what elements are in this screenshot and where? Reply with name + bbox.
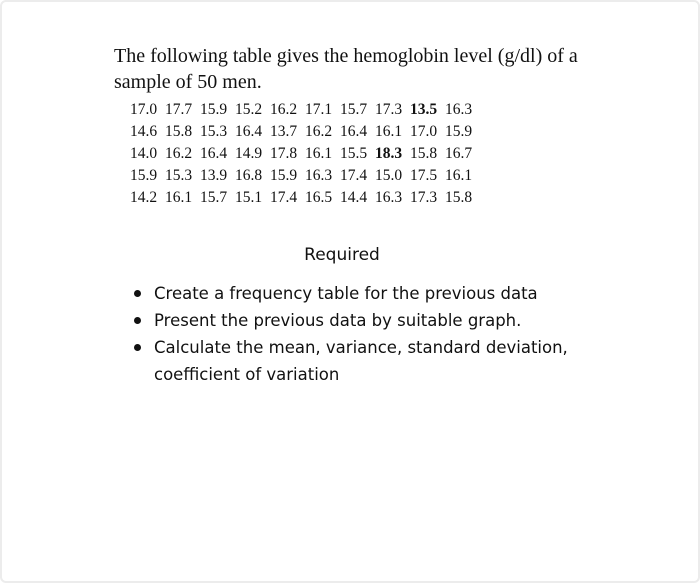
data-cell: 16.5 — [305, 189, 333, 206]
intro-paragraph: The following table gives the hemoglobin level (g/dl) of a sample of 50 men. — [114, 45, 578, 93]
data-cell: 17.0 — [130, 101, 158, 118]
data-cell: 13.5 — [410, 101, 438, 118]
data-cell: 13.9 — [200, 167, 228, 184]
task-list — [134, 280, 614, 388]
data-cell: 14.9 — [235, 145, 263, 162]
task-text: Calculate the mean, variance, standard deviation, coefficient of variation — [154, 338, 568, 384]
data-cell: 15.0 — [375, 167, 403, 184]
task-text: Present the previous data by suitable graph. — [154, 311, 522, 330]
data-row — [130, 99, 480, 121]
data-cell: 17.5 — [410, 167, 438, 184]
data-cell: 17.7 — [165, 101, 193, 118]
hemoglobin-data-table — [130, 99, 480, 209]
task-item — [134, 307, 614, 334]
data-cell: 17.4 — [340, 167, 368, 184]
bullet-icon — [134, 344, 141, 351]
data-cell: 16.2 — [305, 123, 333, 140]
data-cell: 17.3 — [375, 101, 403, 118]
data-cell: 17.0 — [410, 123, 438, 140]
data-cell: 16.3 — [375, 189, 403, 206]
data-cell: 13.7 — [270, 123, 298, 140]
data-cell: 16.8 — [235, 167, 263, 184]
data-row — [130, 165, 480, 187]
data-cell: 15.8 — [165, 123, 193, 140]
data-cell: 16.2 — [165, 145, 193, 162]
data-cell: 16.2 — [270, 101, 298, 118]
data-row — [130, 143, 480, 165]
data-cell: 16.1 — [445, 167, 473, 184]
data-cell: 15.9 — [130, 167, 158, 184]
task-text: Create a frequency table for the previous data — [154, 284, 538, 303]
data-row — [130, 121, 480, 143]
data-cell: 15.2 — [235, 101, 263, 118]
data-cell: 16.3 — [305, 167, 333, 184]
data-cell: 16.7 — [445, 145, 473, 162]
data-cell: 15.3 — [200, 123, 228, 140]
data-cell: 16.4 — [340, 123, 368, 140]
data-cell: 16.3 — [445, 101, 473, 118]
data-cell: 14.0 — [130, 145, 158, 162]
data-cell: 15.3 — [165, 167, 193, 184]
task-item — [134, 334, 614, 388]
task-item — [134, 280, 614, 307]
required-heading: Required — [304, 245, 380, 265]
data-cell: 15.7 — [340, 101, 368, 118]
data-cell: 17.8 — [270, 145, 298, 162]
data-cell: 15.9 — [200, 101, 228, 118]
data-cell: 14.6 — [130, 123, 158, 140]
data-cell: 16.4 — [200, 145, 228, 162]
data-cell: 16.4 — [235, 123, 263, 140]
data-cell: 18.3 — [375, 145, 403, 162]
data-cell: 16.1 — [305, 145, 333, 162]
bullet-icon — [134, 290, 141, 297]
data-cell: 15.9 — [270, 167, 298, 184]
data-cell: 16.1 — [375, 123, 403, 140]
data-cell: 17.4 — [270, 189, 298, 206]
bullet-icon — [134, 317, 141, 324]
data-cell: 17.1 — [305, 101, 333, 118]
data-cell: 15.7 — [200, 189, 228, 206]
data-cell: 15.8 — [410, 145, 438, 162]
data-cell: 15.8 — [445, 189, 473, 206]
data-cell: 15.9 — [445, 123, 473, 140]
data-cell: 17.3 — [410, 189, 438, 206]
data-cell: 15.5 — [340, 145, 368, 162]
data-cell: 14.2 — [130, 189, 158, 206]
data-cell: 15.1 — [235, 189, 263, 206]
data-cell: 14.4 — [340, 189, 368, 206]
data-row — [130, 187, 480, 209]
data-cell: 16.1 — [165, 189, 193, 206]
